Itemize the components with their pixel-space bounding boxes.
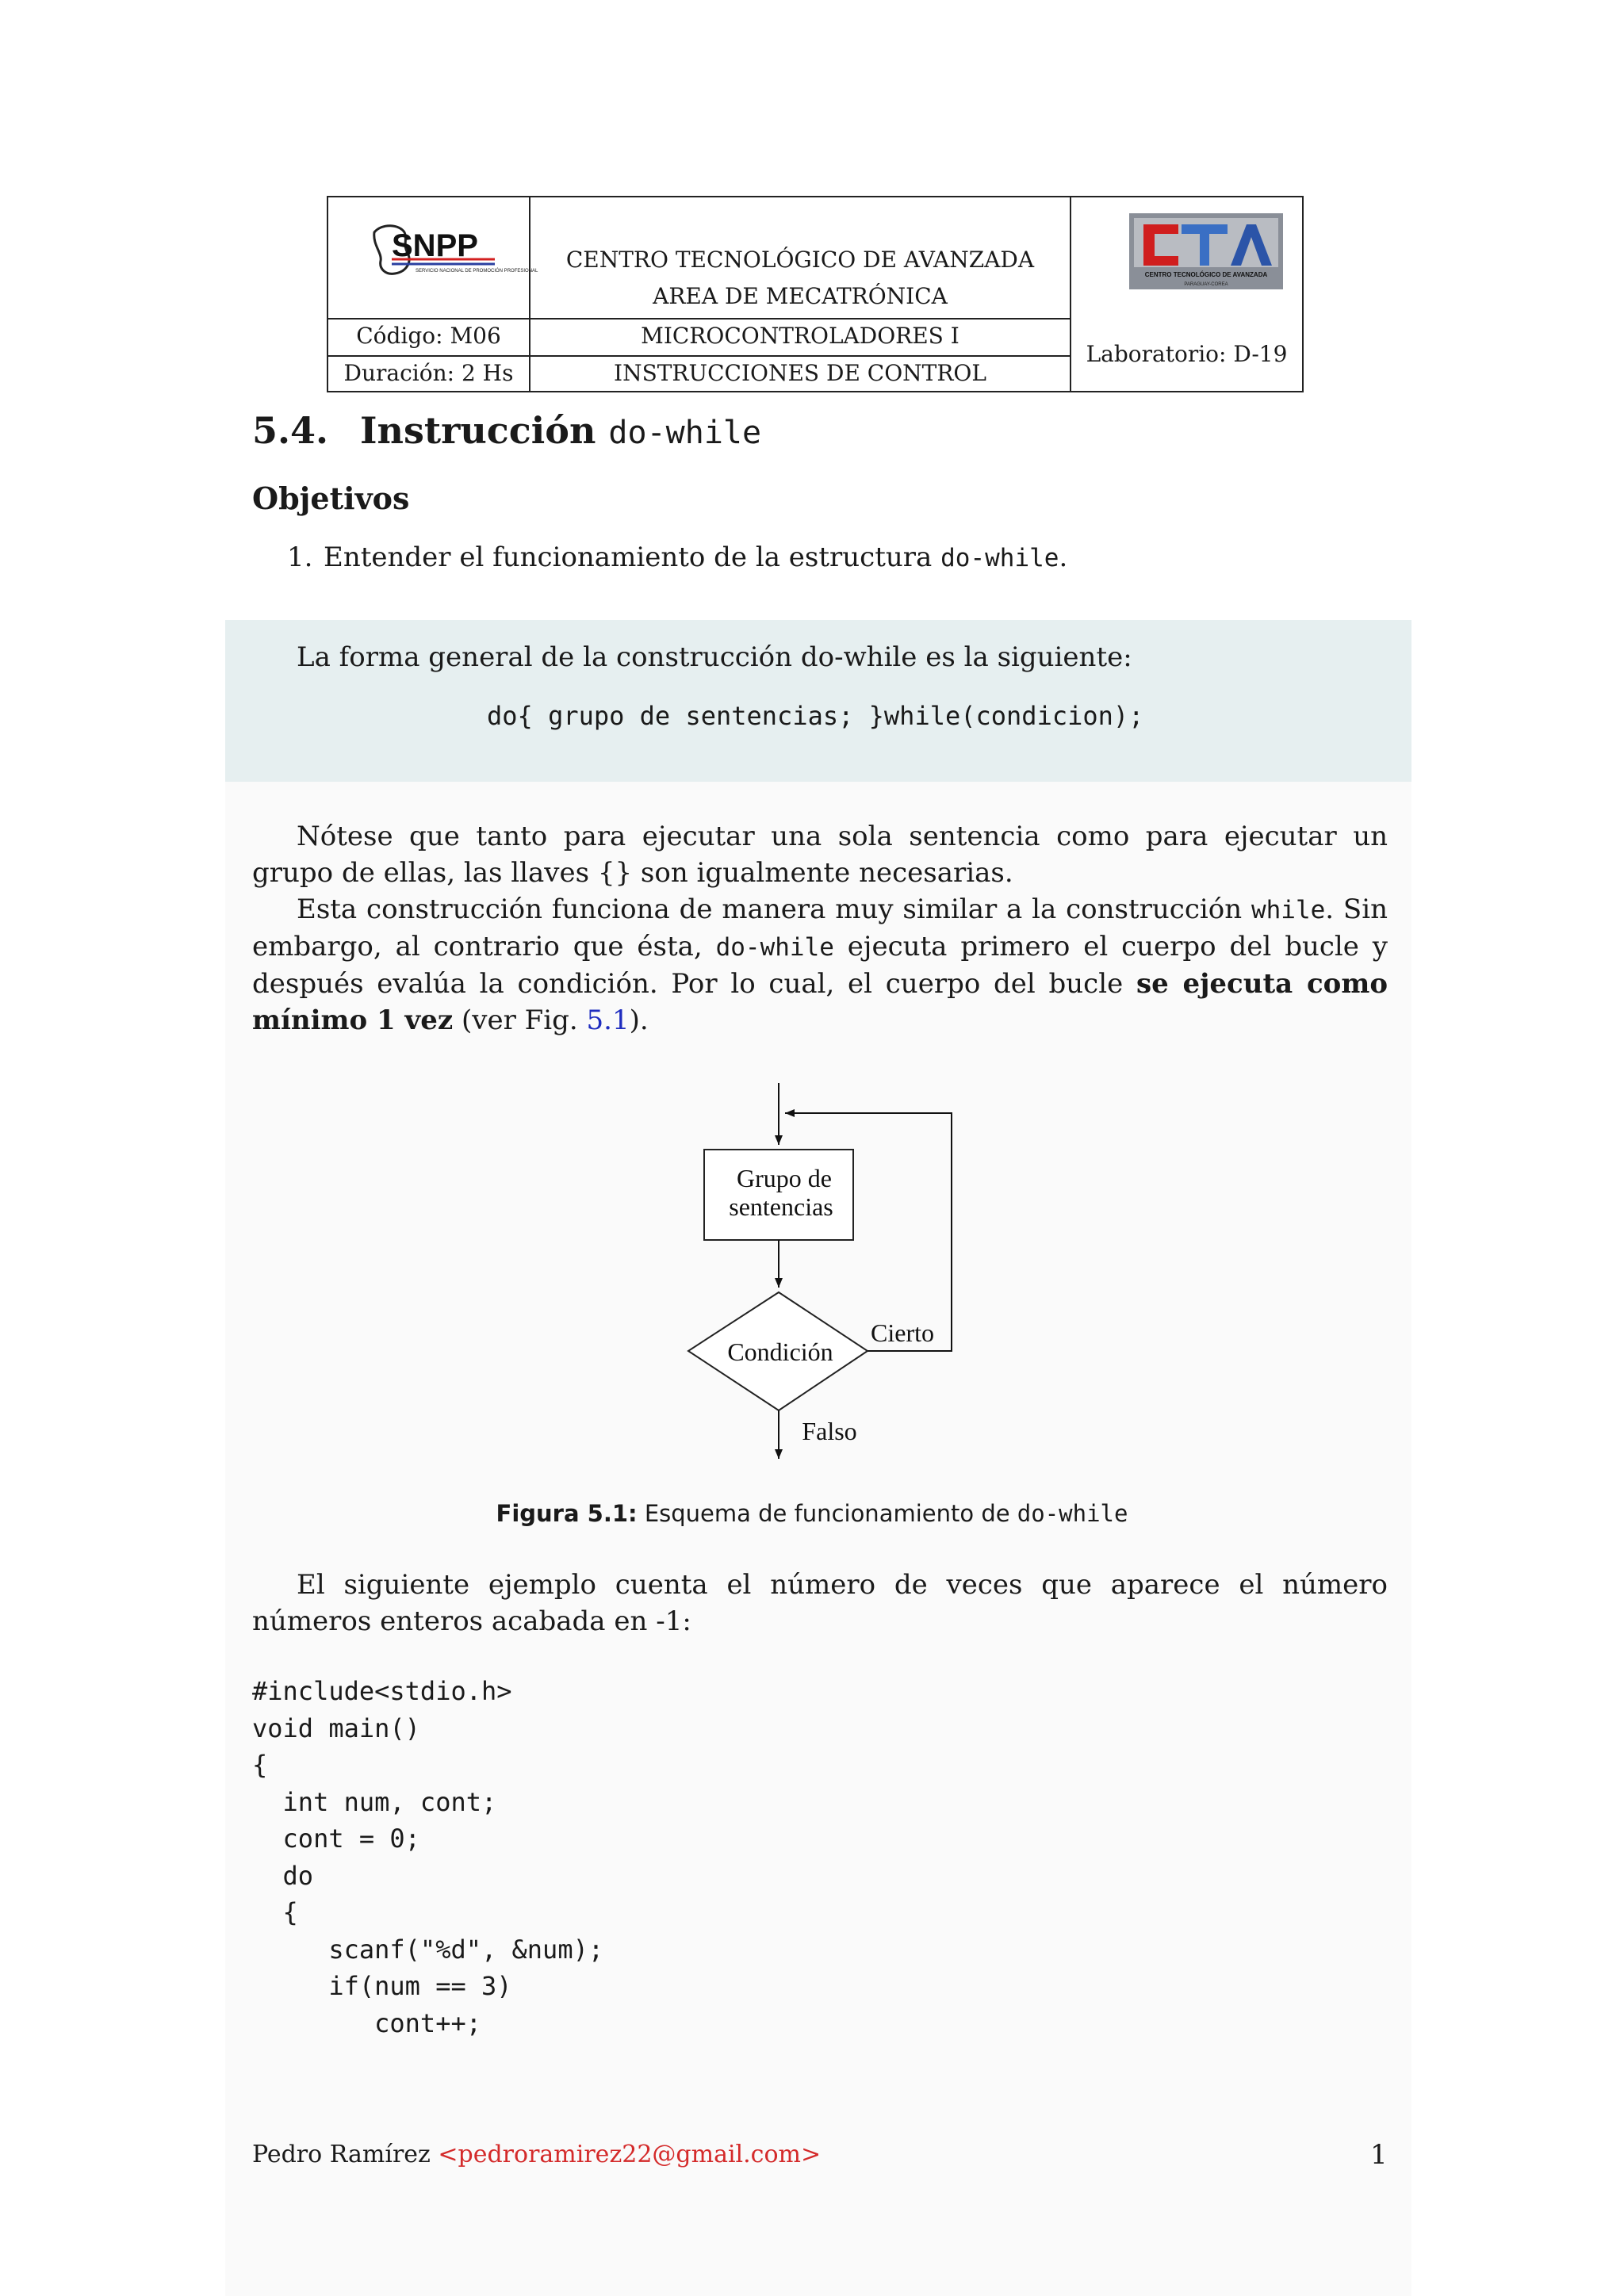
paragraph-explanation: Esta construcción funciona de manera muy similar a la construcción while. Sin embargo, al contrario que ésta, do-while ejecuta primero el cuerpo del bucle y después evalúa la condición. Por lo cual, el cuerpo del bucle se ejecuta como mínimo 1 vez (ver Fig. 5.1). (252, 894, 1388, 1036)
paragraph-llaves: Nótese que tanto para ejecutar una sola sentencia como para ejecutar un grupo de ellas, las llaves {} son igualmente necesarias. (252, 821, 1388, 889)
paragraph-example-intro: El siguiente ejemplo cuenta el número de veces que aparece el número números enteros acabada en -1: (252, 1569, 1388, 1637)
header-center-line1: CENTRO TECNOLÓGICO DE AVANZADA (565, 247, 1035, 273)
objective-code: do-while (940, 544, 1059, 572)
syntax-note-text: La forma general de la construcción do-while es la siguiente: (297, 641, 1132, 673)
header-divider (328, 318, 1070, 320)
section-number: 5.4. (252, 409, 329, 452)
code-do-while: do-while (715, 933, 834, 962)
code-while: while (1251, 896, 1326, 924)
objective-end: . (1059, 541, 1068, 573)
code-line: { (252, 1897, 298, 1927)
emphasis-min-once: se ejecuta como mínimo 1 vez (252, 968, 1388, 1036)
objetivos-heading: Objetivos (252, 480, 410, 516)
false-label: Falso (802, 1417, 857, 1445)
header-center-line2: AREA DE MECATRÓNICA (653, 283, 948, 309)
header-course: MICROCONTROLADORES I (641, 323, 959, 349)
objective-item (287, 539, 1067, 576)
do-while-flowchart (666, 1070, 983, 1467)
header-divider (328, 355, 1070, 357)
figure-caption: Figura 5.1: Esquema de funcionamiento de do-while (496, 1500, 1128, 1527)
objective-number: 1. (287, 541, 313, 573)
code-line: cont = 0; (252, 1823, 420, 1854)
statements-box-line1: Grupo de (737, 1164, 832, 1192)
svg-text:SERVICIO NACIONAL DE PROMOCIÓN: SERVICIO NACIONAL DE PROMOCIÓN PROFESIONAL (416, 269, 538, 274)
section-title (252, 409, 761, 452)
syntax-note-code: do{ grupo de sentencias; }while(condicion); (487, 701, 1144, 731)
snpp-logo-text: SNPP (392, 228, 478, 263)
snpp-logo (368, 221, 538, 285)
code-line: void main() (252, 1712, 420, 1743)
code-line: { (252, 1750, 268, 1780)
figure-reference-link[interactable]: 5.1 (586, 1004, 630, 1036)
statements-box-line2: sentencias (729, 1192, 833, 1221)
figure-caption-code: do-while (1017, 1500, 1128, 1527)
code-line: do (252, 1860, 314, 1891)
figure-caption-label: Figura 5.1: (496, 1500, 638, 1527)
code-line: int num, cont; (252, 1786, 497, 1817)
footer-author-name: Pedro Ramírez (252, 2141, 439, 2168)
header-topic: INSTRUCCIONES DE CONTROL (614, 360, 986, 386)
header-laboratorio: Laboratorio: D-19 (1086, 341, 1288, 367)
section-title-code: do-while (608, 415, 762, 451)
objective-text: Entender el funcionamiento de la estructura (324, 541, 941, 573)
code-line: scanf("%d", &num); (252, 1934, 604, 1965)
svg-text:PARAGUAY-COREA: PARAGUAY-COREA (1184, 282, 1228, 287)
header-codigo: Código: M06 (356, 323, 501, 349)
svg-text:CENTRO TECNOLÓGICO DE AVANZADA: CENTRO TECNOLÓGICO DE AVANZADA (1144, 271, 1268, 278)
header-table (327, 196, 1304, 392)
section-title-text: Instrucción (360, 409, 609, 452)
code-line: if(num == 3) (252, 1971, 512, 2001)
footer-author (252, 2141, 821, 2168)
code-listing (252, 1673, 603, 2042)
cta-logo (1129, 213, 1283, 289)
true-label: Cierto (871, 1318, 934, 1347)
page-number: 1 (1370, 2139, 1388, 2171)
footer-email-link[interactable]: <pedroramirez22@gmail.com> (438, 2141, 822, 2168)
condition-label: Condición (727, 1337, 833, 1366)
header-duracion: Duración: 2 Hs (343, 360, 514, 386)
code-line: cont++; (252, 2007, 481, 2038)
code-line: #include<stdio.h> (252, 1676, 512, 1706)
